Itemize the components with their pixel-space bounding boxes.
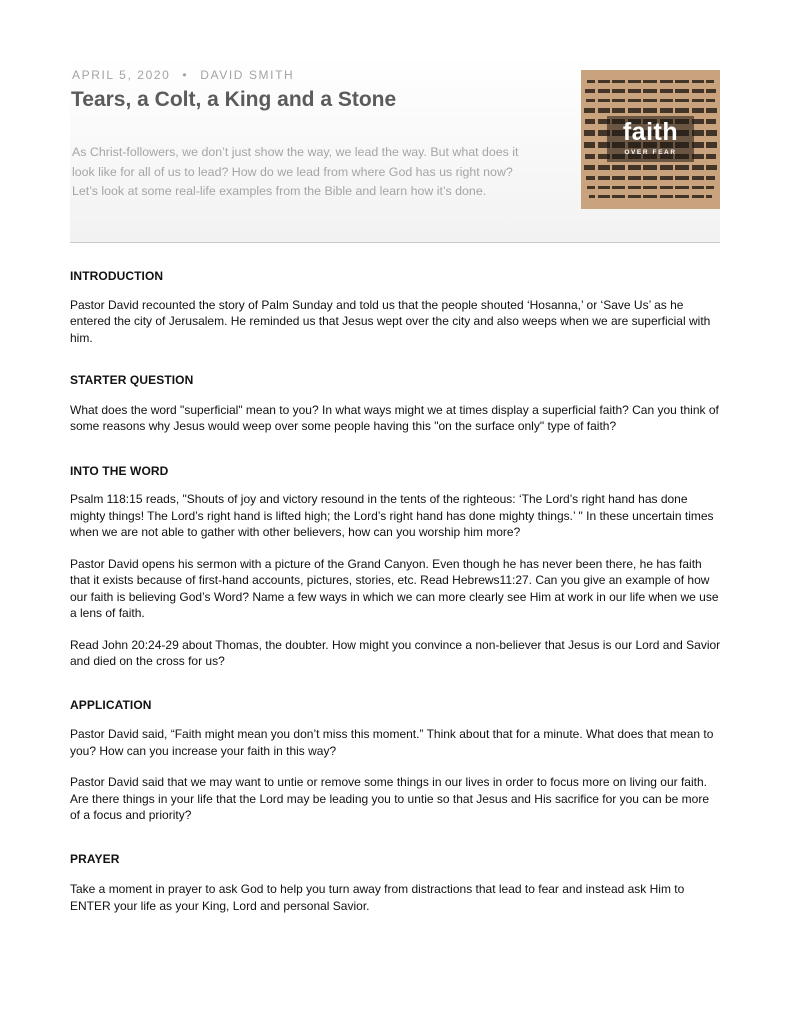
into-the-word-paragraph: Read John 20:24-29 about Thomas, the doubter. How might you convince a non-believer that Jesus is our Lord and Savior and died on the cross for us? (70, 637, 721, 668)
artwork-word-faith: faith (622, 118, 679, 146)
meta-separator: • (182, 68, 189, 82)
post-date: APRIL 5, 2020 (72, 68, 171, 82)
sermon-guide-body (70, 262, 722, 914)
section-heading-prayer: PRAYER (70, 851, 120, 866)
introduction-paragraph: Pastor David recounted the story of Palm Sunday and told us that the people shouted ‘Hosanna,’ or ‘Save Us’ as he entered the city of Jerusalem. He reminded us that Jesus wept over the city and also weeps when we are superficial with him. (70, 297, 711, 345)
starter-question-paragraph: What does the word "superficial" mean to you? In what ways might we at times display a superficial faith? Can you think of some reasons why Jesus would weep over some people having this "on the surface only" type of faith? (70, 402, 719, 433)
into-the-word-paragraph: Pastor David opens his sermon with a picture of the Grand Canyon. Even though he has never been there, he has faith that it exists because of first-hand accounts, pictures, stories, etc. Read Hebrews11:27. Can you give an example of how our faith is believing God’s Word? Name a few ways in which we can more clearly see Him at work in our life when we use a lens of faith. (70, 556, 719, 620)
section-heading-into-the-word: INTO THE WORD (70, 463, 169, 478)
application-paragraph: Pastor David said that we may want to untie or remove some things in our lives in order to focus more on living our faith. Are there things in your life that the Lord may be leading you to untie so that Jesus and His sacrifice for you can be more of a focus and priority? (70, 775, 710, 822)
application-paragraph: Pastor David said, “Faith might mean you don’t miss this moment.” Think about that for a minute. What does that mean to you? How can you increase your faith in this way? (70, 727, 714, 758)
section-heading-application: APPLICATION (70, 697, 152, 712)
post-author[interactable]: DAVID SMITH (200, 68, 295, 82)
section-heading-starter-question: STARTER QUESTION (70, 373, 194, 387)
into-the-word-paragraph: Psalm 118:15 reads, "Shouts of joy and victory resound in the tents of the righteous: ‘The Lord’s right hand has done mighty things! The Lord’s right hand is lifted high; the Lord’s right hand has done mighty things.’ " In these uncertain times when we are not able to gather with other believers, how can you worship him more? (70, 492, 714, 539)
faith-over-fear-artwork (581, 70, 720, 209)
prayer-paragraph: Take a moment in prayer to ask God to help you turn away from distractions that lead to fear and instead ask Him to ENTER your life as your King, Lord and personal Savior. (70, 882, 685, 913)
sermon-summary: As Christ-followers, we don’t just show the way, we lead the way. But what does it look like for all of us to lead? How do we lead from where God has us right now? Let’s look at some real-life examples from the Bible and learn how it’s done. (72, 145, 519, 198)
artwork-word-over-fear: OVER FEAR (624, 149, 677, 156)
section-heading-introduction: INTRODUCTION (70, 269, 164, 283)
header-divider (70, 242, 720, 243)
page-title: Tears, a Colt, a King and a Stone (71, 88, 397, 111)
post-meta (72, 68, 294, 82)
